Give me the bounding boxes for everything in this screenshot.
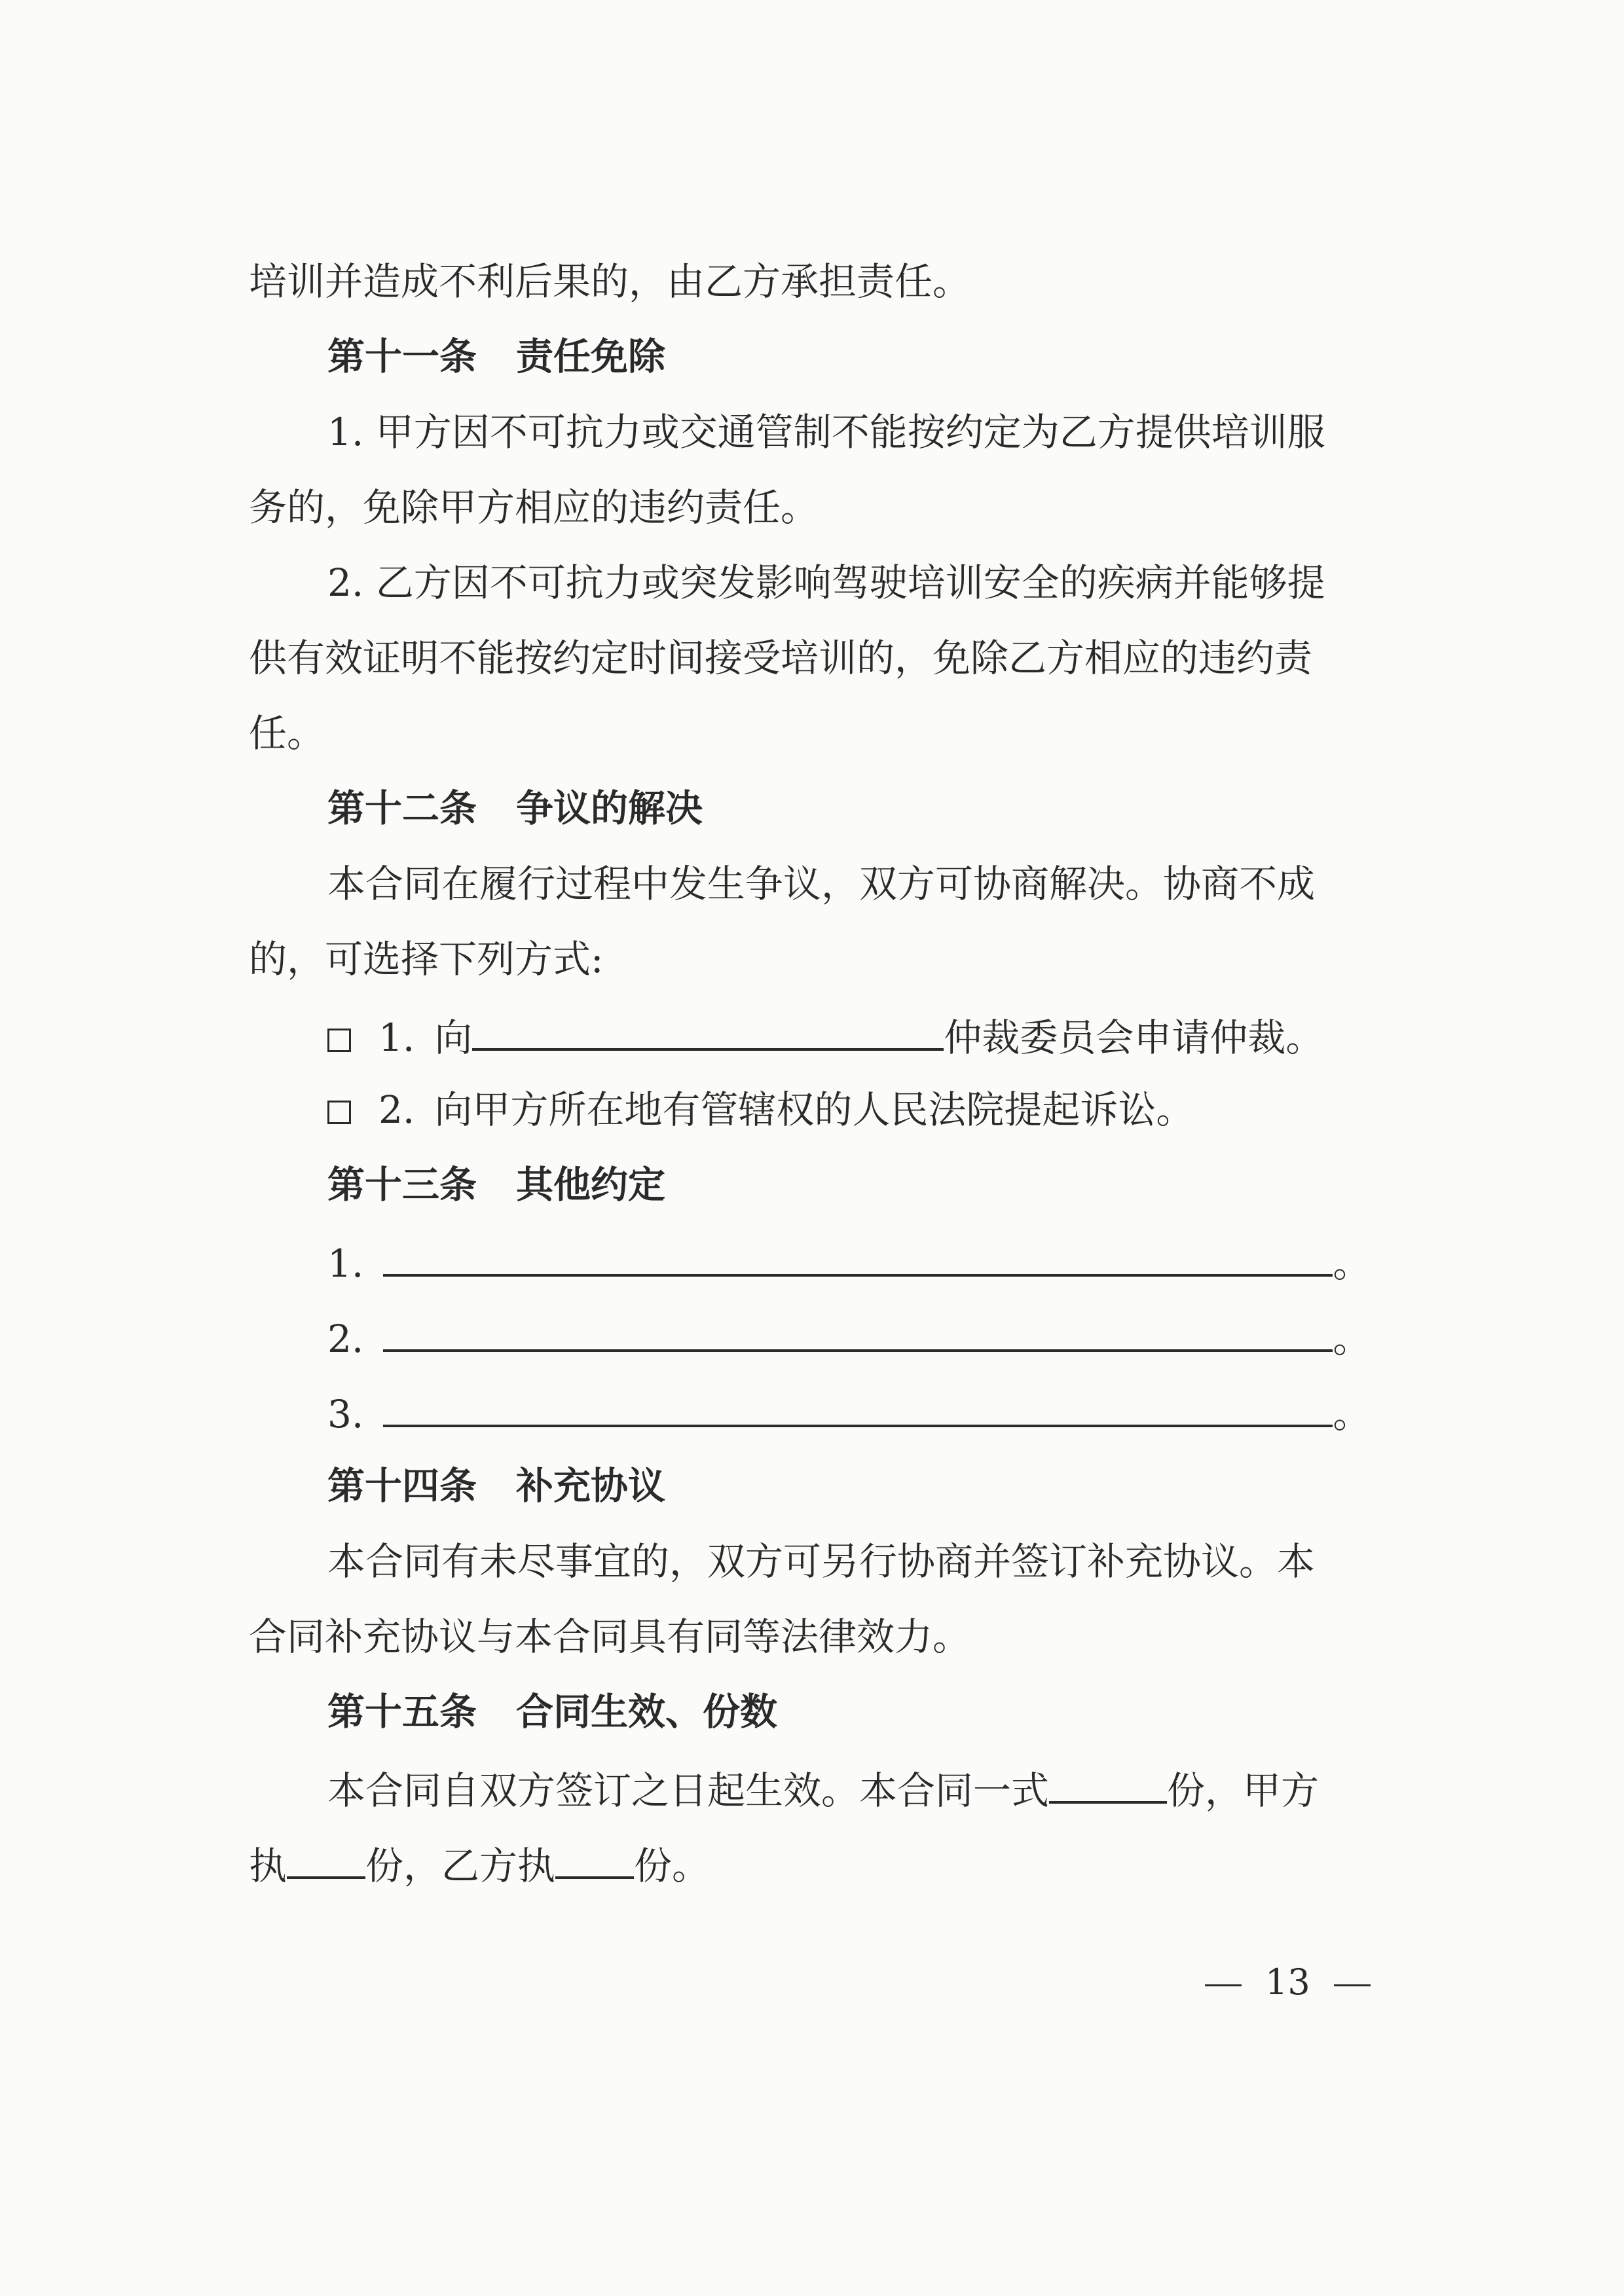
other-agreement-item-2 [327,1313,1388,1362]
article-title: 其他约定 [516,1163,665,1207]
paragraph-line [327,861,1388,907]
text: 。 [1333,1317,1371,1361]
checkbox-arbitration[interactable] [327,1029,351,1052]
paragraph-line [327,560,1388,606]
article-number: 第十二条 [327,787,477,830]
party-b-copies-blank[interactable] [555,1840,634,1879]
article-14-heading [327,1463,1388,1509]
article-title: 补充协议 [516,1465,665,1508]
other-agreement-blank-3[interactable] [383,1388,1333,1427]
dash [1205,1984,1242,1986]
text: 执 [249,1844,287,1888]
checkbox-litigation[interactable] [327,1101,351,1124]
text: 份，乙方执 [365,1844,556,1888]
item-number: 2. [327,1317,364,1361]
article-13-heading [327,1162,1388,1208]
party-a-copies-blank[interactable] [287,1840,365,1879]
other-agreement-blank-2[interactable] [383,1313,1333,1352]
page-number-value: 13 [1265,1961,1310,2003]
text: 任。 [249,711,325,756]
option-arbitration [327,1011,1388,1061]
article-number: 第十三条 [327,1163,477,1207]
paragraph-line [327,1539,1388,1584]
paragraph-line [249,635,1388,681]
paragraph-line [327,409,1388,455]
text: 合同补充协议与本合同具有同等法律效力。 [249,1614,971,1659]
text: 仲裁委员会申请仲裁。 [944,1015,1324,1060]
arbitration-commission-blank[interactable] [472,1011,944,1051]
text: 。 [1333,1392,1371,1436]
article-title: 合同生效、份数 [516,1690,777,1734]
article-number: 第十五条 [327,1690,477,1734]
text: 的，可选择下列方式: [249,937,604,981]
paragraph-line [249,936,1388,982]
item-number: 3. [327,1392,364,1436]
text: 份。 [634,1844,710,1888]
text: 。 [1333,1241,1371,1286]
other-agreement-item-1 [327,1237,1388,1286]
text: 本合同在履行过程中发生争议，双方可协商解决。协商不成 [327,862,1316,906]
paragraph-line [249,259,1388,304]
page-number [1205,1961,1375,2004]
text: 本合同自双方签订之日起生效。本合同一式 [327,1768,1050,1813]
paragraph-line [249,710,1388,756]
other-agreement-blank-1[interactable] [383,1237,1333,1277]
article-11-heading [327,334,1388,380]
dash [1334,1984,1371,1986]
text: 向 [434,1015,473,1060]
option-litigation [327,1087,1388,1133]
other-agreement-item-3 [327,1388,1388,1437]
article-12-heading [327,786,1388,831]
article-number: 第十四条 [327,1465,477,1508]
option-number: 1. [378,1015,415,1060]
text: 向甲方所在地有管辖权的人民法院提起诉讼。 [434,1087,1194,1132]
text: 本合同有未尽事宜的，双方可另行协商并签订补充协议。本 [327,1539,1316,1584]
article-title: 争议的解决 [516,787,703,830]
total-copies-blank[interactable] [1049,1764,1167,1804]
article-15-heading [327,1689,1388,1735]
text: 份，甲方 [1167,1768,1320,1813]
paragraph-line [249,1840,1388,1889]
article-title: 责任免除 [516,335,665,378]
paragraph-line [327,1764,1388,1813]
text: 培训并造成不利后果的，由乙方承担责任。 [249,259,971,304]
paragraph-line [249,1614,1388,1660]
article-number: 第十一条 [327,335,477,378]
item-number: 1. [327,1241,364,1286]
option-number: 2. [378,1087,415,1132]
text: 务的，免除甲方相应的违约责任。 [249,485,819,530]
text: 供有效证明不能按约定时间接受培训的，免除乙方相应的违约责 [249,636,1313,680]
paragraph-line [249,484,1388,530]
text: 1. 甲方因不可抗力或交通管制不能按约定为乙方提供培训服 [327,410,1325,454]
text: 2. 乙方因不可抗力或突发影响驾驶培训安全的疾病并能够提 [327,560,1325,605]
